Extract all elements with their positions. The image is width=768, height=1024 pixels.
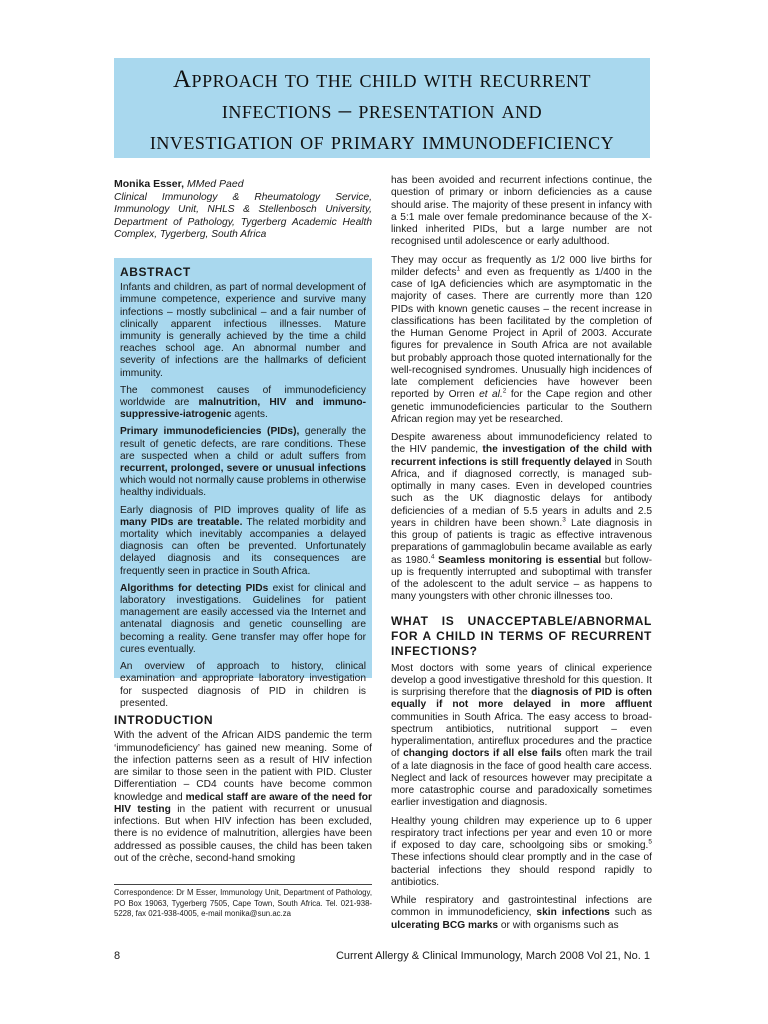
journal-citation: Current Allergy & Clinical Immunology, March 2008 Vol 21, No. 1 — [335, 950, 650, 962]
abstract-paragraph: Algorithms for detecting PIDs exist for clinical and laboratory investigations. Guidelines for patient management are easily accessed via the Internet and antenatal diagnosis and genetic counselling are becoming a reality. Gene transfer may offer hope for cures eventually. — [120, 582, 366, 655]
page-number: 8 — [114, 950, 121, 962]
footnote-divider — [114, 884, 372, 885]
abstract-paragraph: Infants and children, as part of normal development of immune competence, experience and survive many infections – mostly subclinical – and a fair number of clinically apparent infectious illnesses. Mature immunity is generally achieved by the time a child reaches school age. An abnormal number and severity of infections are the hallmarks of deficient immunity. — [120, 282, 366, 379]
abstract-heading: ABSTRACT — [120, 265, 191, 279]
title-line-3: investigation of primary immunodeficiency — [149, 128, 615, 155]
right-column — [391, 175, 652, 938]
author-line — [114, 178, 374, 190]
introduction-section — [114, 714, 372, 871]
article-title-banner — [114, 58, 650, 158]
abstract-paragraph: Early diagnosis of PID improves quality of life as many PIDs are treatable. The related morbidity and mortality which inevitably accompanies a delayed diagnosis can often be prevented. Unfortunately delayed diagnosis and its consequences are frequently seen in practice in South Africa. — [120, 504, 366, 577]
correspondence-note: Correspondence: Dr M Esser, Immunology Unit, Department of Pathology, PO Box 19063, Tygerberg 7505, Cape Town, South Africa. Tel. 021-938-5228, fax 021-938-4005, e-mail monika@sun.ac.za — [114, 888, 372, 918]
body-paragraph: has been avoided and recurrent infections continue, the question of primary or inborn deficiencies as a cause should arise. The majority of these present in infancy with a 5:1 male over female predominance because of the X-linked inherited PIDs, but a large number are not recognised until adolescence or early adulthood. — [391, 175, 652, 248]
introduction-paragraph: With the advent of the African AIDS pandemic the term ‘immunodeficiency’ has gained new meaning. Some of the infection patterns seen as a result of HIV infection are similar to those seen in the patient with PID. Cluster Differentiation – CD4 counts have become common knowledge and medical staff are aware of the need for HIV testing in the patient with recurrent or unusual infections. But when HIV infection has been excluded, there is no evidence of malnutrition, allergies have been addressed as possible causes, the child has been taken out of the crèche, second-hand smoking — [114, 730, 372, 864]
introduction-heading: INTRODUCTION — [114, 713, 214, 727]
body-paragraph: Healthy young children may experience up to 6 upper respiratory tract infections per year and even 10 or more if exposed to day care, schoolgoing sibs or smoking.$^5$ These infections should clear promptly and in the case of bacterial infections they should respond rapidly to antibiotics. — [391, 815, 652, 888]
body-paragraph: Most doctors with some years of clinical experience develop a good investigative threshold for this question. It is surprising therefore that the diagnosis of PID is often equally if not more delayed in more affluent communities in South Africa. The easy access to broad-spectrum antibiotics, nutritional support – even hyperalimentation, antireflux procedures and the practice of changing doctors if all else fails often mark the trail of a late diagnosis in the face of good health care access. Neglect and lack of resources however may precipitate a more catastrophic course and paradoxically sometimes earlier investigation and diagnosis. — [391, 662, 652, 809]
body-paragraph: While respiratory and gastrointestinal infections are common in immunodeficiency, skin infections such as ulcerating BCG marks or with organisms such as — [391, 895, 652, 931]
abstract-box — [114, 258, 372, 709]
abstract-paragraph: Primary immunodeficiencies (PIDs), generally the result of genetic defects, are rare conditions. These are suspected when a child or adult suffers from recurrent, prolonged, severe or unusual infections which would not normally cause problems in otherwise healthy individuals. — [120, 426, 367, 499]
author-degree: MMed Paed — [184, 178, 244, 190]
body-paragraph: Despite awareness about immunodeficiency related to the HIV pandemic, the investigation of the child with recurrent infections is still frequently delayed in South Africa, and if diagnosed correctly, is managed sub-optimally in many cases. Even in developed countries such as the UK diagnostic delays for antibody deficiencies of a median of 5.5 years in adults and 2.5 years in children have been shown.$^3$ Late diagnosis in this group of patients is tragic as effective intravenous preparations of gammaglobulin became available as early as 1980.$^4$ Seamless monitoring is essential but follow-up is frequently interrupted and suboptimal with transfer of the adolescent to the adult service – as happens to many youngsters with other chronic illnesses too. — [391, 432, 652, 603]
section-heading-unacceptable: WHAT IS UNACCEPTABLE/ABNORMAL FOR A CHILD IN TERMS OF RECURRENT INFECTIONS? — [391, 613, 652, 658]
title-line-2: infections – presentation and — [221, 97, 543, 124]
author-name: Monika Esser, — [114, 178, 185, 190]
abstract-paragraph: An overview of approach to history, clinical examination and appropriate laboratory investigation for suspected diagnosis of PID in children is presented. — [120, 661, 366, 709]
author-affiliation: Clinical Immunology & Rheumatology Service, Immunology Unit, NHLS & Stellenbosch University, Department of Pathology, Tygerberg Academic Health Complex, Tygerberg, South Africa — [114, 192, 372, 240]
body-paragraph: They may occur as frequently as 1/2 000 live births for milder defects$^1$ and even as frequently as 1/400 in the case of IgA deficiencies which are asymptomatic in the majority of cases. There are currently more than 120 PIDs with known genetic causes – the recent increase in classifications has been facilitated by the completion of the Human Genome Project in April of 2003. Accurate figures for prevalence in South Africa are not available but probably approach those quoted internationally for the well-recognised syndromes. Unusually high incidences of late complement deficiencies have however been reported by Orren et al.$^2$ for the Cape region and other genetic immunodeficiencies particular to the Southern African region may yet be researched. — [391, 254, 653, 425]
abstract-paragraph: The commonest causes of immunodeficiency worldwide are malnutrition, HIV and immuno-suppressive-iatrogenic agents. — [120, 384, 366, 421]
title-line-1: Approach to the child with recurrent — [173, 66, 591, 93]
